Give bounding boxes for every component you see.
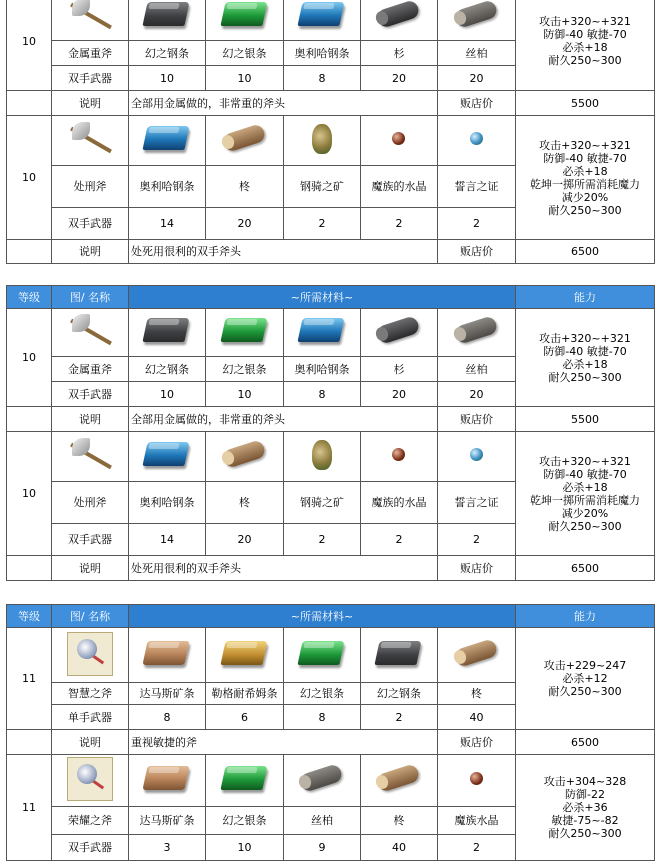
weapon-type: 双手武器 (52, 208, 129, 240)
gray-log-icon (449, 312, 505, 350)
desc-label: 说明 (52, 556, 129, 581)
material-qty: 20 (361, 66, 438, 91)
material-qty: 2 (284, 208, 361, 240)
metal-axe-icon (62, 0, 118, 34)
item-stats: 攻击+229~247 必杀+12 耐久250~300 (516, 628, 655, 730)
item-name: 处刑斧 (52, 482, 129, 524)
weapon-type: 双手武器 (52, 835, 129, 861)
material-qty: 20 (206, 208, 284, 240)
material-name: 幻之钢条 (129, 41, 206, 66)
material-name: 幻之钢条 (129, 357, 206, 382)
material-qty: 20 (206, 524, 284, 556)
blue-ingot-icon (294, 312, 350, 350)
blue-ingot-icon (294, 0, 350, 34)
material-name: 丝柏 (438, 357, 516, 382)
glory-axe-icon (67, 757, 113, 801)
material-name: 誓言之证 (438, 166, 516, 208)
material-qty: 2 (438, 208, 516, 240)
weapon-type: 双手武器 (52, 524, 129, 556)
item-name: 金属重斧 (52, 41, 129, 66)
item-price: 6500 (516, 556, 655, 581)
weapon-type: 双手武器 (52, 66, 129, 91)
gold-ingot-icon (217, 635, 273, 673)
material-qty: 10 (129, 382, 206, 407)
material-qty: 2 (361, 208, 438, 240)
material-qty: 2 (438, 835, 516, 861)
item-name: 金属重斧 (52, 357, 129, 382)
light-log-icon (217, 436, 273, 474)
item-icon-row (7, 755, 655, 807)
item-price: 5500 (516, 407, 655, 432)
header-level: 等级 (7, 286, 52, 309)
material-qty: 2 (284, 524, 361, 556)
item-desc-row (7, 240, 655, 264)
item-icon-row (7, 309, 655, 357)
item-description: 重视敏捷的斧 (129, 730, 438, 755)
execution-axe-icon (62, 120, 118, 158)
dark-ingot-icon (371, 635, 427, 673)
material-name: 幻之银条 (206, 807, 284, 835)
item-icon-row (7, 0, 655, 41)
material-qty: 8 (284, 705, 361, 730)
material-qty: 40 (438, 705, 516, 730)
item-level: 10 (7, 116, 52, 240)
item-level: 10 (7, 0, 52, 91)
dark-log-icon (371, 0, 427, 34)
green-ingot-icon (294, 635, 350, 673)
item-desc-row (7, 91, 655, 116)
material-name: 丝柏 (438, 41, 516, 66)
material-qty: 10 (206, 66, 284, 91)
desc-label: 说明 (52, 730, 129, 755)
weapon-type: 双手武器 (52, 382, 129, 407)
item-stats: 攻击+320~+321 防御-40 敏捷-70 必杀+18 乾坤一掷所需消耗魔力 减少20% 耐久250~300 (516, 116, 655, 240)
price-label: 贩店价 (438, 730, 516, 755)
material-name: 幻之银条 (284, 683, 361, 705)
material-name: 幻之银条 (206, 357, 284, 382)
material-name: 奥利哈钢条 (129, 166, 206, 208)
material-qty: 8 (129, 705, 206, 730)
header-ability: 能力 (516, 605, 655, 628)
item-name: 荣耀之斧 (52, 807, 129, 835)
table-header-row (7, 286, 655, 309)
red-orb-icon (371, 436, 427, 474)
execution-axe-icon (62, 436, 118, 474)
header-materials: ~所需材料~ (129, 605, 516, 628)
recipe-table-1 (6, 0, 655, 264)
wisdom-axe-icon (67, 632, 113, 676)
material-name: 钢骑之矿 (284, 166, 361, 208)
material-name: 奥利哈钢条 (284, 357, 361, 382)
weapon-type: 单手武器 (52, 705, 129, 730)
item-description: 处死用很利的双手斧头 (129, 556, 438, 581)
material-name: 魔族的水晶 (361, 166, 438, 208)
material-name: 幻之钢条 (361, 683, 438, 705)
item-icon-row (7, 432, 655, 482)
green-ingot-icon (217, 312, 273, 350)
material-name: 魔族水晶 (438, 807, 516, 835)
material-name: 达马斯矿条 (129, 807, 206, 835)
material-name: 杉 (361, 357, 438, 382)
item-price: 6500 (516, 730, 655, 755)
item-desc-row (7, 730, 655, 755)
material-name: 奥利哈钢条 (129, 482, 206, 524)
price-label: 贩店价 (438, 240, 516, 264)
header-icon-name: 图/ 名称 (52, 605, 129, 628)
desc-label: 说明 (52, 407, 129, 432)
item-icon-row (7, 116, 655, 166)
recipe-table-2 (6, 285, 655, 581)
green-ingot-icon (217, 760, 273, 798)
gray-log-icon (449, 0, 505, 34)
material-qty: 2 (361, 524, 438, 556)
material-name: 柊 (206, 166, 284, 208)
item-stats: 攻击+320~+321 防御-40 敏捷-70 必杀+18 耐久250~300 (516, 309, 655, 407)
item-stats: 攻击+320~+321 防御-40 敏捷-70 必杀+18 乾坤一掷所需消耗魔力 减少20% 耐久250~300 (516, 432, 655, 556)
desc-label: 说明 (52, 240, 129, 264)
brick-icon (139, 760, 195, 798)
red-orb-icon (449, 760, 505, 798)
material-qty: 10 (129, 66, 206, 91)
material-name: 誓言之证 (438, 482, 516, 524)
item-level: 10 (7, 432, 52, 556)
material-name: 幻之银条 (206, 41, 284, 66)
item-stats: 攻击+304~328 防御-22 必杀+36 敏捷-75~-82 耐久250~300 (516, 755, 655, 861)
item-icon-row (7, 628, 655, 683)
material-name: 柊 (206, 482, 284, 524)
item-price: 6500 (516, 240, 655, 264)
item-level: 11 (7, 628, 52, 730)
blue-orb-icon (449, 436, 505, 474)
material-name: 勒格耐希姆条 (206, 683, 284, 705)
light-log-icon (217, 120, 273, 158)
item-level: 10 (7, 309, 52, 407)
material-name: 柊 (438, 683, 516, 705)
header-materials: ~所需材料~ (129, 286, 516, 309)
item-description: 全部用金属做的，非常重的斧头 (129, 91, 438, 116)
item-name: 处刑斧 (52, 166, 129, 208)
material-qty: 20 (438, 382, 516, 407)
item-description: 全部用金属做的，非常重的斧头 (129, 407, 438, 432)
red-orb-icon (371, 120, 427, 158)
material-qty: 40 (361, 835, 438, 861)
header-level: 等级 (7, 605, 52, 628)
header-ability: 能力 (516, 286, 655, 309)
ore-icon (294, 436, 350, 474)
dark-ingot-icon (139, 312, 195, 350)
material-name: 杉 (361, 41, 438, 66)
item-stats: 攻击+320~+321 防御-40 敏捷-70 必杀+18 耐久250~300 (516, 0, 655, 91)
green-ingot-icon (217, 0, 273, 34)
material-qty: 20 (438, 66, 516, 91)
dark-ingot-icon (139, 0, 195, 34)
brick-icon (139, 635, 195, 673)
material-name: 丝柏 (284, 807, 361, 835)
material-name: 达马斯矿条 (129, 683, 206, 705)
item-description: 处死用很利的双手斧头 (129, 240, 438, 264)
material-qty: 14 (129, 208, 206, 240)
item-name: 智慧之斧 (52, 683, 129, 705)
material-qty: 2 (361, 705, 438, 730)
price-label: 贩店价 (438, 91, 516, 116)
table-header-row (7, 605, 655, 628)
material-name: 奥利哈钢条 (284, 41, 361, 66)
desc-label: 说明 (52, 91, 129, 116)
item-level: 11 (7, 755, 52, 861)
blue-orb-icon (449, 120, 505, 158)
dark-log-icon (371, 312, 427, 350)
material-qty: 14 (129, 524, 206, 556)
item-price: 5500 (516, 91, 655, 116)
price-label: 贩店价 (438, 556, 516, 581)
recipe-table-3 (6, 604, 655, 861)
material-name: 柊 (361, 807, 438, 835)
material-qty: 2 (438, 524, 516, 556)
header-icon-name: 图/ 名称 (52, 286, 129, 309)
material-qty: 10 (206, 835, 284, 861)
blue-ingot-icon (139, 120, 195, 158)
material-qty: 8 (284, 66, 361, 91)
material-qty: 9 (284, 835, 361, 861)
item-desc-row (7, 407, 655, 432)
light-log-icon (449, 635, 505, 673)
metal-axe-icon (62, 312, 118, 350)
material-name: 魔族的水晶 (361, 482, 438, 524)
blue-ingot-icon (139, 436, 195, 474)
material-name: 钢骑之矿 (284, 482, 361, 524)
material-qty: 8 (284, 382, 361, 407)
light-log-icon (371, 760, 427, 798)
ore-icon (294, 120, 350, 158)
material-qty: 6 (206, 705, 284, 730)
item-desc-row (7, 556, 655, 581)
price-label: 贩店价 (438, 407, 516, 432)
material-qty: 10 (206, 382, 284, 407)
gray-log-icon (294, 760, 350, 798)
material-qty: 3 (129, 835, 206, 861)
material-qty: 20 (361, 382, 438, 407)
